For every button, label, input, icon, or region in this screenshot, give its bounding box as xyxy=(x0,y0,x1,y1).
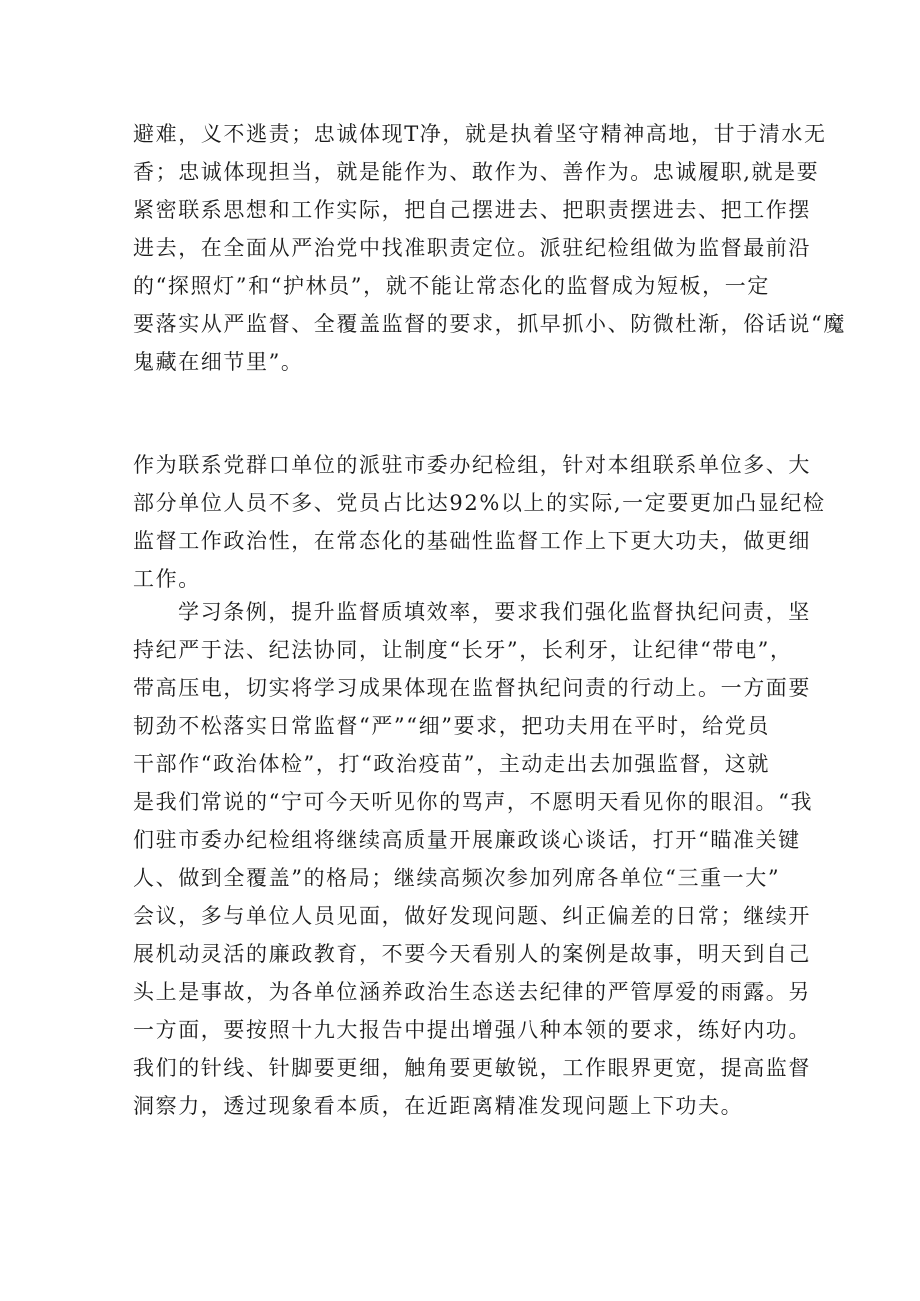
text-line: 展机动灵活的廉政教育，不要今天看别人的案例是故事，明天到自己 xyxy=(133,942,811,966)
text-line: 避难，义不逃责；忠诚体现T净，就是执着坚守精神高地，甘于清水无 xyxy=(133,122,827,146)
text-line: 部分单位人员不多、党员占比达92%以上的实际,一定要更加凸显纪检 xyxy=(133,491,826,515)
text-line: 干部作“政治体检”，打“政治疫苗”，主动走出去加强监督，这就 xyxy=(133,752,770,776)
text-line: 要落实从严监督、全覆盖监督的要求，抓早抓小、防微杜渐，俗话说“魔 xyxy=(133,312,846,336)
text-line: 进去，在全面从严治党中找准职责定位。派驻纪检组做为监督最前沿 xyxy=(133,236,811,260)
text-line: 头上是事故，为各单位涵养政治生态送去纪律的严管厚爱的雨露。另 xyxy=(133,980,811,1004)
text-line: 带高压电，切实将学习成果体现在监督执纪问责的行动上。一方面要 xyxy=(133,676,811,700)
text-line: 一方面，要按照十九大报告中提出增强八种本领的要求，练好内功。 xyxy=(133,1018,811,1042)
text-line: 紧密联系思想和工作实际，把自己摆进去、把职责摆进去、把工作摆 xyxy=(133,198,811,222)
paragraph-1 xyxy=(133,115,846,381)
text-line: 韧劲不松落实日常监督“严”“细”要求，把功夫用在平时，给党员 xyxy=(133,714,770,738)
text-line: 作为联系党群口单位的派驻市委办纪检组，针对本组联系单位多、大 xyxy=(133,453,811,477)
text-line: 洞察力，透过现象看本质，在近距离精准发现问题上下功夫。 xyxy=(133,1094,744,1118)
text-line: 监督工作政治性，在常态化的基础性监督工作上下更大功夫，做更细 xyxy=(133,529,811,553)
text-line: 香；忠诚体现担当，就是能作为、敢作为、善作为。忠诚履职,就是要 xyxy=(133,160,820,184)
text-line: 我们的针线、针脚要更细，触角要更敏锐，工作眼界更宽，提高监督 xyxy=(133,1056,811,1080)
text-line: 鬼藏在细节里”。 xyxy=(133,350,304,374)
text-line: 学习条例，提升监督质填效率，要求我们强化监督执纪问责，坚 xyxy=(178,600,811,624)
text-line: 工作。 xyxy=(133,567,201,591)
paragraph-3 xyxy=(133,593,814,1125)
text-line: 们驻市委办纪检组将继续高质量开展廉政谈心谈话，打开“瞄准关键 xyxy=(133,828,801,852)
text-line: 持纪严于法、纪法协同，让制度“长牙”，长利牙，让纪律“带电”， xyxy=(133,638,793,662)
text-line: 会议，多与单位人员见面，做好发现问题、纠正偏差的日常；继续开 xyxy=(133,904,811,928)
text-line: 是我们常说的“宁可今天听见你的骂声，不愿明天看见你的眼泪。“我 xyxy=(133,790,814,814)
text-line: 人、做到全覆盖”的格局；继续高频次参加列席各单位“三重一大” xyxy=(133,866,781,890)
paragraph-2 xyxy=(133,446,826,598)
text-line: 的“探照灯”和“护林员”，就不能让常态化的监督成为短板，一定 xyxy=(133,274,770,298)
